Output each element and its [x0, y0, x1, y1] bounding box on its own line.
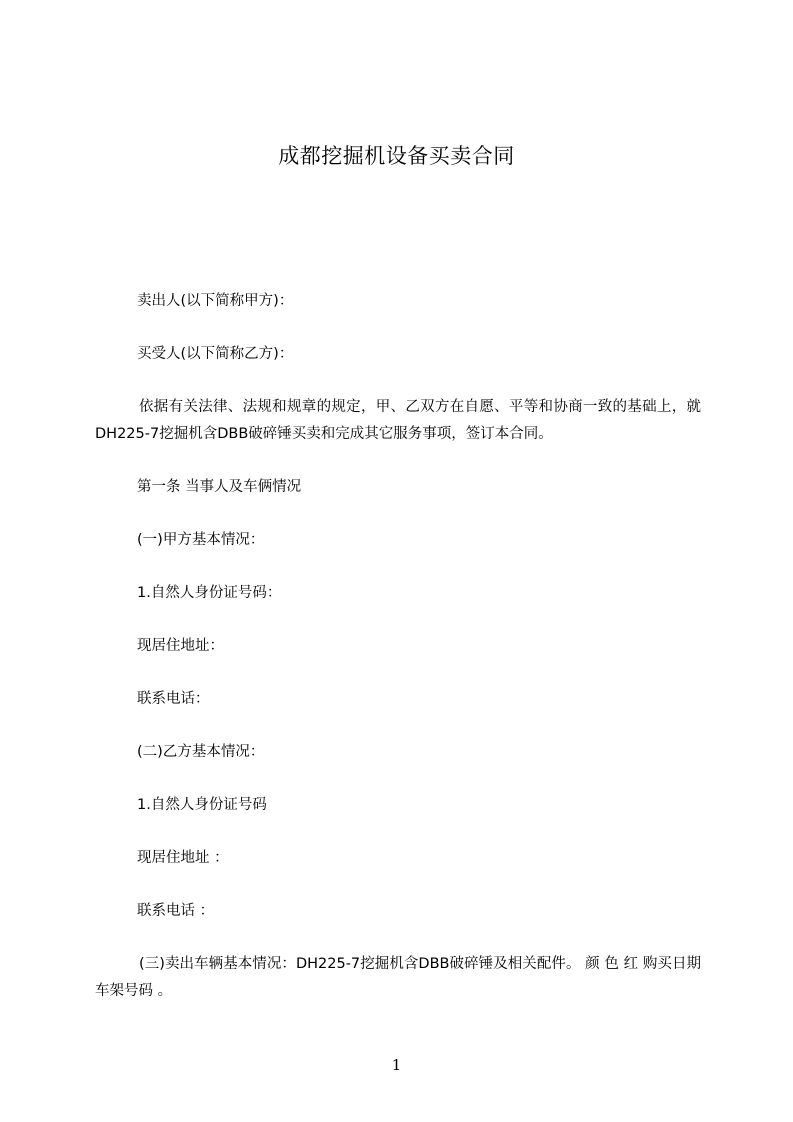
buyer-line: 买受人(以下简称乙方)： [137, 346, 294, 362]
party-b-heading: (二)乙方基本情况： [137, 744, 265, 760]
vehicle-info-paragraph: (三)卖出车辆基本情况：DH225-7挖掘机含DBB破碎锤及相关配件。 颜 色 红 购买日期 车架号码 。 [95, 956, 701, 999]
party-a-address-line: 现居住地址： [137, 638, 224, 654]
party-a-id-line: 1.自然人身份证号码： [137, 585, 282, 601]
seller-line: 卖出人(以下简称甲方)： [137, 293, 294, 309]
article-one-heading: 第一条 当事人及车俩情况 [137, 479, 302, 495]
document-title: 成都挖掘机设备买卖合同 [278, 144, 515, 168]
party-b-id-line: 1.自然人身份证号码 [137, 797, 267, 813]
preamble-paragraph: 依据有关法律、法规和规章的规定，甲、乙双方在自愿、平等和协商一致的基础上，就DH225-7挖掘机含DBB破碎锤买卖和完成其它服务事项，签订本合同。 [95, 399, 701, 442]
party-a-phone-line: 联系电话： [137, 691, 210, 707]
party-b-phone-line: 联系电话 ： [137, 903, 215, 919]
party-b-address-line: 现居住地址 ： [137, 850, 229, 866]
party-a-heading: (一)甲方基本情况： [137, 532, 265, 548]
document-body [95, 288, 701, 1031]
page-number: 1 [391, 1056, 402, 1074]
